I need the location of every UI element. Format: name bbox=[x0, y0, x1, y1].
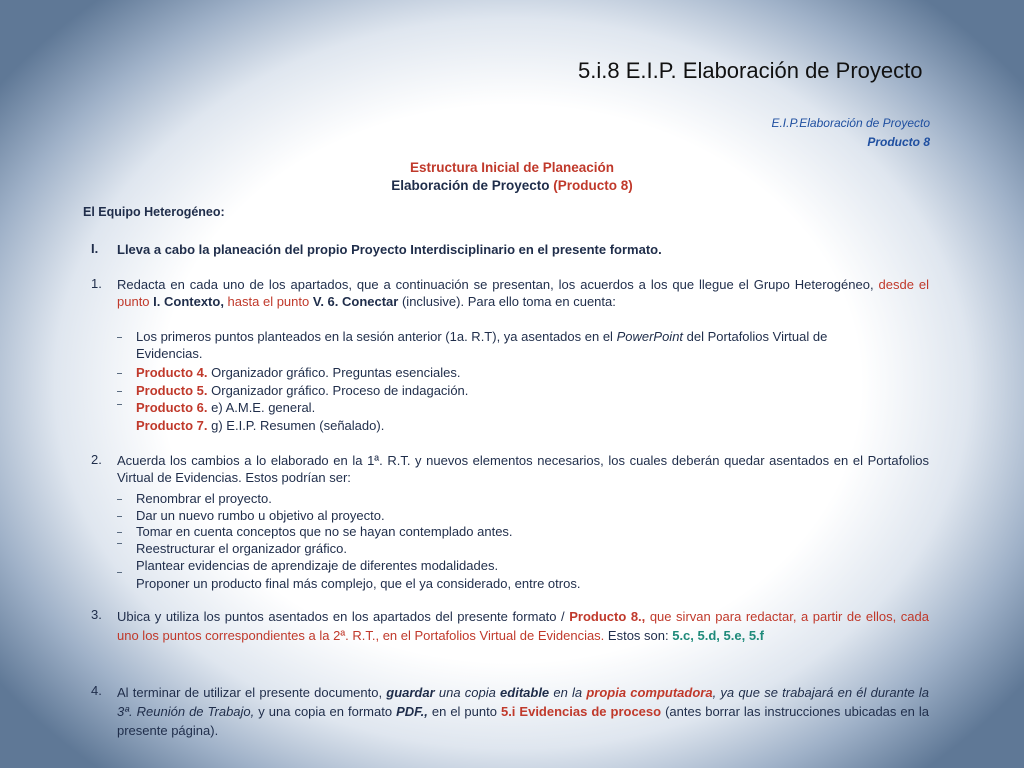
item-1-bullet-2 bbox=[136, 364, 460, 381]
item-1-bullet-5 bbox=[136, 417, 384, 434]
bullet-2-text: Organizador gráfico. Preguntas esenciales. bbox=[207, 365, 461, 380]
item-1-text-a: Redacta en cada uno de los apartados, que a continuación se presentan, los acuerdos a los que llegue el Grupo Heterogéneo, bbox=[117, 277, 879, 292]
bullet-marker: ⎯ bbox=[117, 527, 122, 538]
item-4-text-d: editable bbox=[500, 685, 550, 700]
item-3-text-e: 5.c, 5.d, 5.e, 5.f bbox=[672, 628, 764, 643]
bullet-3-product: Producto 5. bbox=[136, 383, 208, 398]
bullet-3-text: Organizador gráfico. Proceso de indagación. bbox=[207, 383, 469, 398]
bullet-marker: ⎯ bbox=[117, 567, 122, 578]
item-2-bullet-4: Reestructurar el organizador gráfico. bbox=[136, 541, 347, 556]
item-4-text-h: y una copia en formato bbox=[254, 704, 397, 719]
item-I-number: I. bbox=[91, 241, 99, 256]
item-4-text-g: , ya que se trabajará en él durante la 3ª. Reunión de Trabajo, bbox=[117, 685, 929, 719]
bullet-marker: ⎯ bbox=[117, 538, 122, 549]
team-label: El Equipo Heterogéneo: bbox=[83, 205, 225, 219]
item-2-text: Acuerda los cambios a lo elaborado en la 1ª. R.T. y nuevos elementos necesarios, los cuales deberán quedar asentados en el Portafolios Virtual de Evidencias. Estos podrían ser: bbox=[117, 453, 929, 485]
item-2-bullet-3: Tomar en cuenta conceptos que no se hayan contemplado antes. bbox=[136, 524, 513, 539]
item-1-text-c: I. Contexto, bbox=[153, 294, 224, 309]
item-1-bullet-1 bbox=[136, 328, 827, 345]
item-4-text-a: Al terminar de utilizar el presente documento, bbox=[117, 685, 387, 700]
bullet-marker: ⎯ bbox=[117, 494, 122, 505]
item-2-number: 2. bbox=[91, 452, 102, 467]
bullet-marker: ⎯ bbox=[117, 332, 122, 343]
item-2-bullet-6: Proponer un producto final más complejo, que el ya considerado, entre otros. bbox=[136, 576, 581, 591]
item-2-bullet-2: Dar un nuevo rumbo u objetivo al proyecto. bbox=[136, 508, 385, 523]
item-4-text-i: PDF., bbox=[396, 704, 428, 719]
bullet-5-text: g) E.I.P. Resumen (señalado). bbox=[207, 418, 385, 433]
item-1-text-b: desde el punto bbox=[117, 277, 929, 309]
bullet-1-text-c: del Portafolios Virtual de bbox=[683, 329, 828, 344]
item-3-text-d: Estos son: bbox=[604, 628, 673, 643]
item-4-text-f: propia computadora bbox=[586, 685, 713, 700]
subheading-product: (Producto 8) bbox=[553, 178, 633, 193]
item-1-text-e: V. 6. Conectar bbox=[312, 294, 399, 309]
item-3-text-b: Producto 8., bbox=[569, 609, 646, 624]
item-1-number: 1. bbox=[91, 276, 102, 291]
item-1-bullet-4 bbox=[136, 399, 315, 416]
bullet-marker: ⎯ bbox=[117, 368, 122, 379]
item-4-text-c: una copia bbox=[434, 685, 501, 700]
item-4-number: 4. bbox=[91, 683, 102, 698]
item-3-text-a: Ubica y utiliza los puntos asentados en los apartados del presente formato / bbox=[117, 609, 570, 624]
item-2-bullet-1: Renombrar el proyecto. bbox=[136, 491, 272, 506]
bullet-4-text: e) A.M.E. general. bbox=[207, 400, 316, 415]
item-4-text-j: en el punto bbox=[427, 704, 501, 719]
item-1-bullet-3 bbox=[136, 382, 468, 399]
item-1-text bbox=[117, 276, 929, 310]
item-4-text-b: guardar bbox=[386, 685, 435, 700]
bullet-marker: ⎯ bbox=[117, 386, 122, 397]
subtitle-project: E.I.P.Elaboración de Proyecto bbox=[771, 116, 930, 130]
item-I-text: Lleva a cabo la planeación del propio Proyecto Interdisciplinario en el presente formato. bbox=[117, 242, 662, 257]
item-2-bullet-5: Plantear evidencias de aprendizaje de diferentes modalidades. bbox=[136, 558, 499, 573]
bullet-2-product: Producto 4. bbox=[136, 365, 208, 380]
section-subheading bbox=[0, 178, 1024, 193]
item-3-text-c: que sirvan para redactar, a partir de ellos, cada uno los puntos correspondientes a la 2ª. R.T., en el Portafolios Virtual de Evidencias. bbox=[117, 609, 929, 643]
bullet-marker: ⎯ bbox=[117, 399, 122, 410]
section-heading: Estructura Inicial de Planeación bbox=[409, 160, 615, 175]
bullet-5-product: Producto 7. bbox=[136, 418, 208, 433]
item-1-bullet-1-cont: Evidencias. bbox=[136, 346, 203, 361]
item-4-text-l: (antes borrar las instrucciones ubicadas en la presente página). bbox=[117, 704, 929, 738]
item-4-text bbox=[117, 683, 929, 740]
item-4-text-e: en la bbox=[549, 685, 587, 700]
item-1-text-f: (inclusive). Para ello toma en cuenta: bbox=[398, 294, 616, 309]
item-3-number: 3. bbox=[91, 607, 102, 622]
bullet-1-text-b: PowerPoint bbox=[616, 329, 684, 344]
item-1-text-d: hasta el punto bbox=[223, 294, 313, 309]
subheading-text: Elaboración de Proyecto bbox=[391, 178, 554, 193]
bullet-marker: ⎯ bbox=[117, 511, 122, 522]
page-title: 5.i.8 E.I.P. Elaboración de Proyecto bbox=[578, 58, 923, 83]
subtitle-product: Producto 8 bbox=[867, 135, 930, 149]
bullet-4-product: Producto 6. bbox=[136, 400, 208, 415]
item-4-text-k: 5.i Evidencias de proceso bbox=[500, 704, 662, 719]
item-3-text bbox=[117, 607, 929, 645]
bullet-1-text-a: Los primeros puntos planteados en la sesión anterior (1a. R.T), ya asentados en el bbox=[136, 329, 617, 344]
